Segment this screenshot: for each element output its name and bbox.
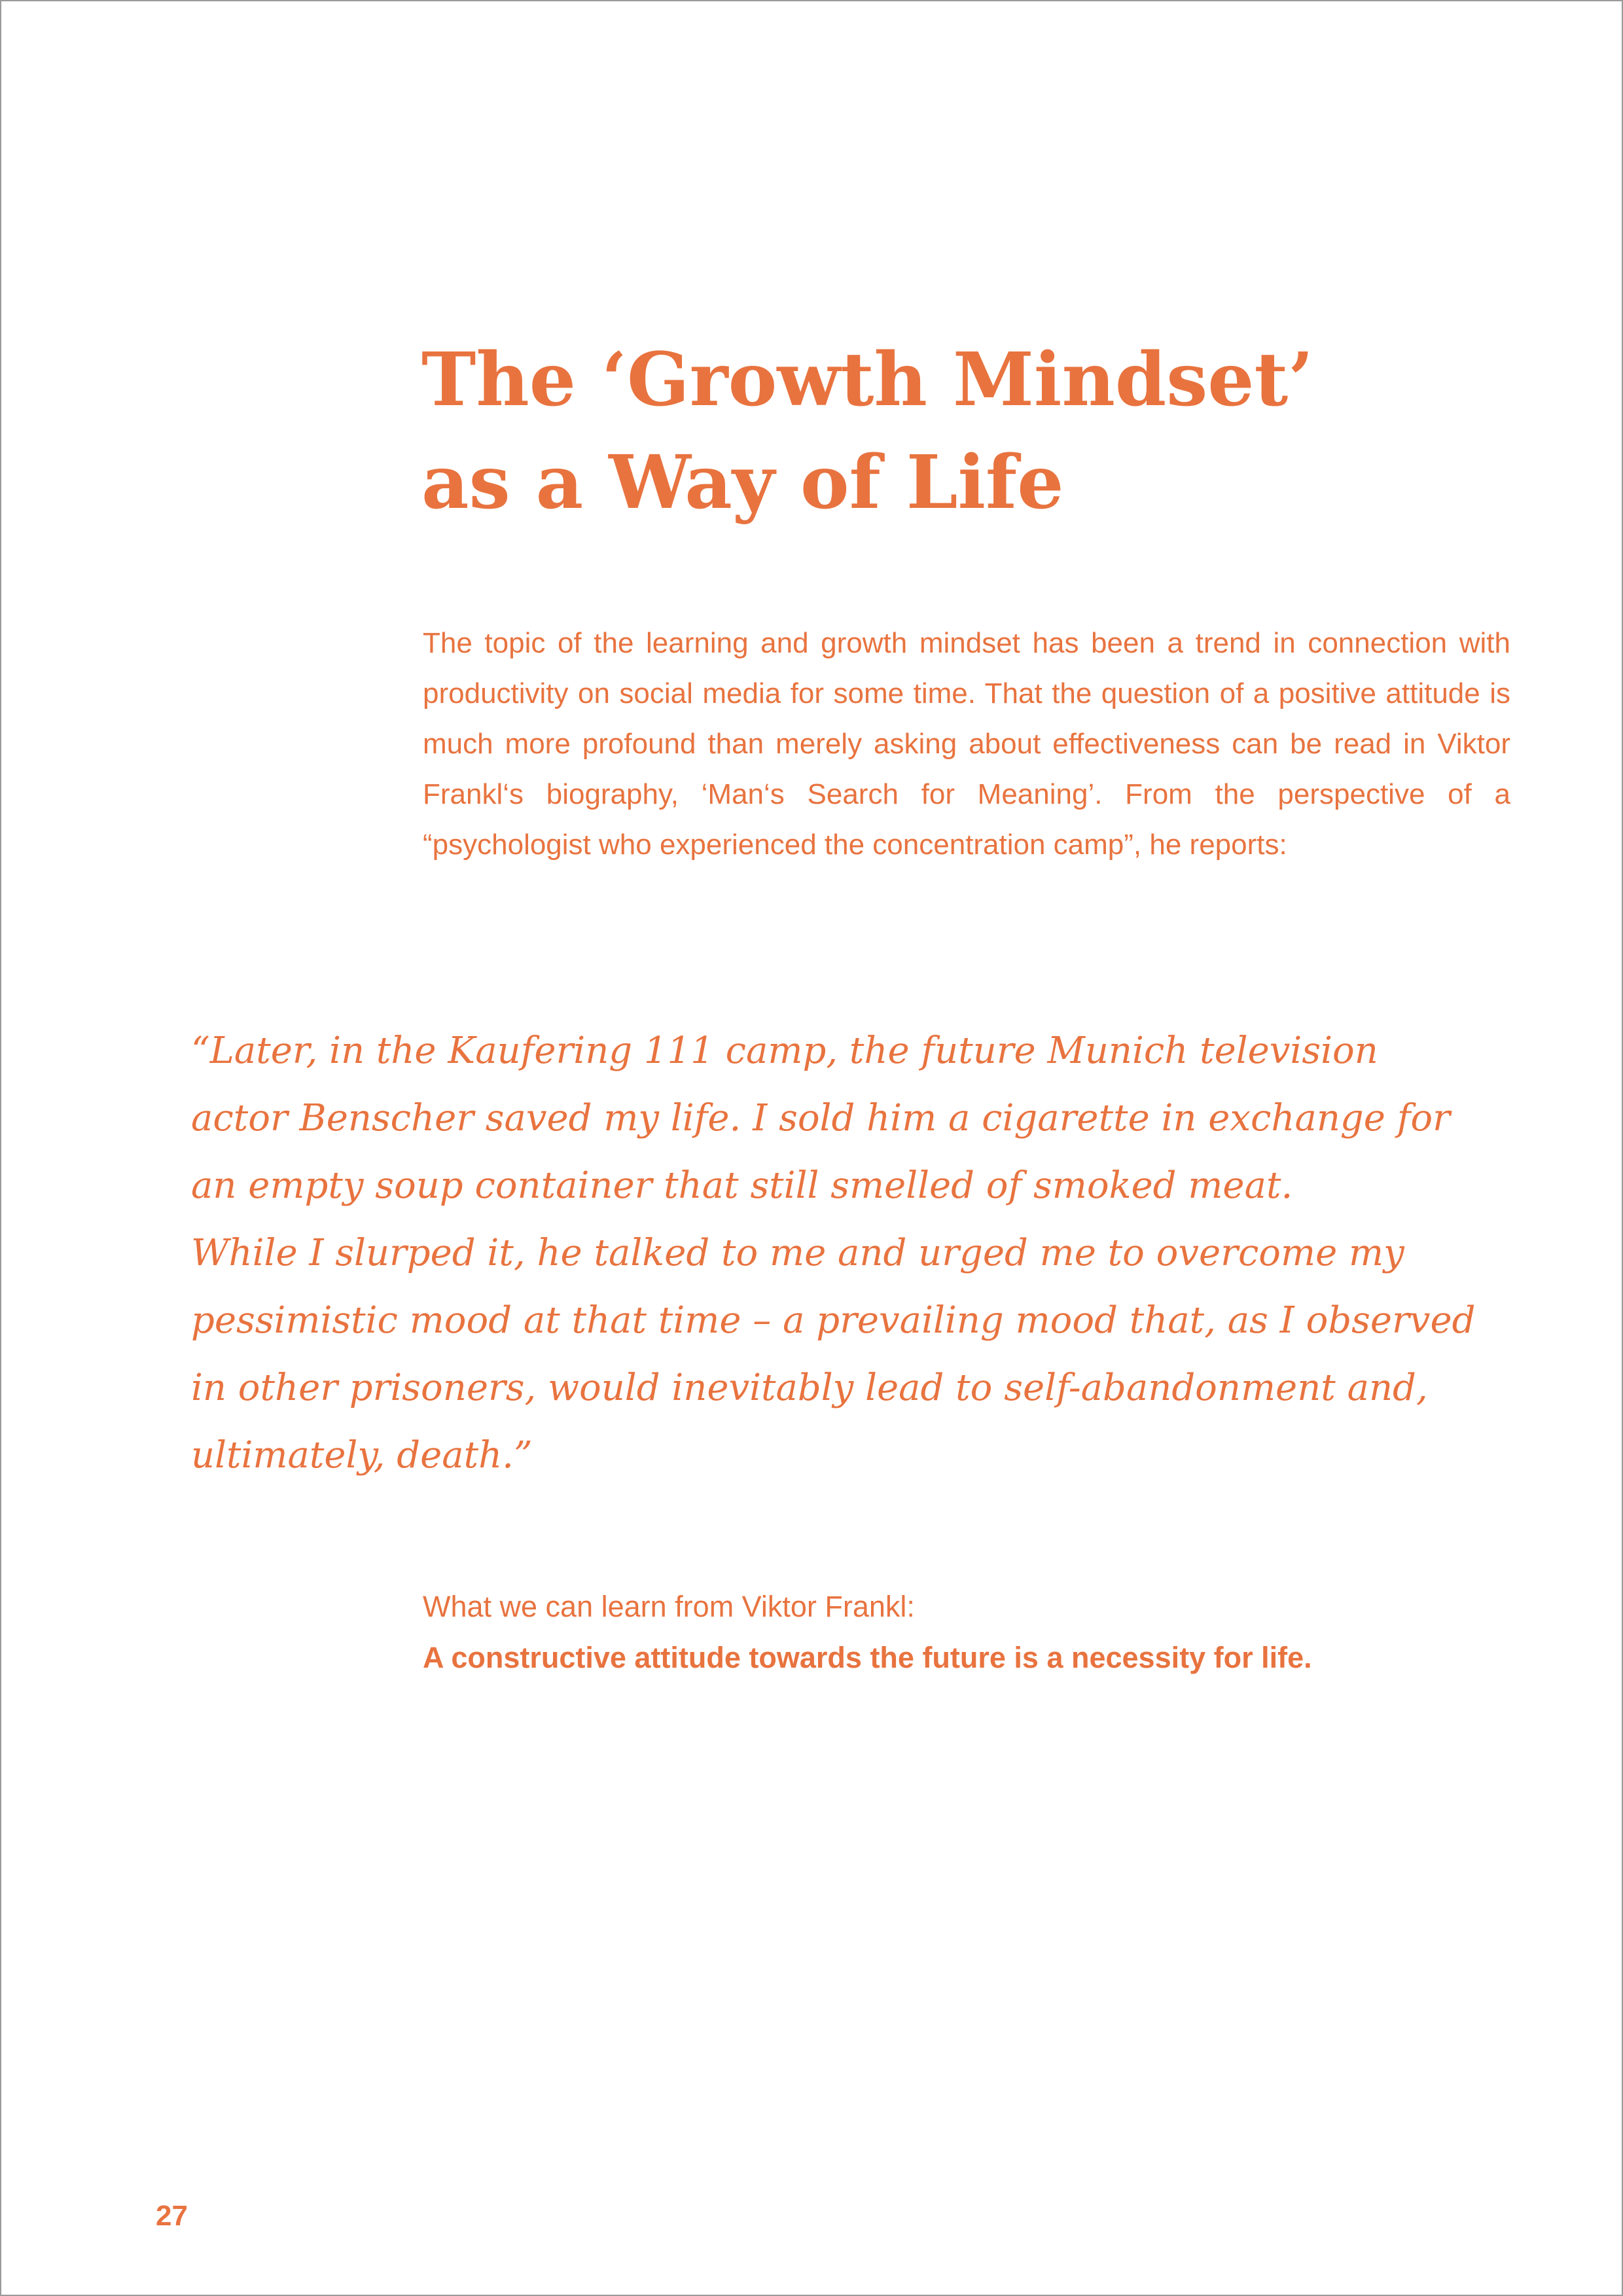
quote-line: ultimately, death.” — [191, 1434, 533, 1477]
title-line-1: The ‘Growth Mindset’ — [421, 337, 1314, 423]
lesson-block — [423, 1581, 1535, 1683]
lesson-takeaway: A constructive attitude towards the future is a necessity for life. — [423, 1641, 1312, 1674]
page-title — [421, 329, 1534, 534]
quote-line: in other prisoners, would inevitably lead to self-abandonment and, — [191, 1367, 1428, 1409]
lesson-intro: What we can learn from Viktor Frankl: — [423, 1590, 915, 1623]
quote-line: pessimistic mood at that time – a prevailing mood that, as I observed — [191, 1299, 1476, 1342]
quote-line: an empty soup container that still smelled of smoked meat. — [191, 1164, 1293, 1207]
quote-line: actor Benscher saved my life. I sold him a cigarette in exchange for — [191, 1097, 1450, 1139]
quote-line: “Later, in the Kaufering 111 camp, the future Munich television — [191, 1030, 1378, 1072]
frankl-quote — [191, 1017, 1533, 1489]
title-line-2: as a Way of Life — [421, 440, 1064, 526]
page-number: 27 — [156, 2200, 188, 2232]
intro-paragraph: The topic of the learning and growth mindset has been a trend in connection with productivity on social media for some time. That the question of a positive attitude is much more profound than merely asking about effectiveness can be read in Viktor Frankl‘s biography, ‘Man‘s Search for Meaning’. From the perspective of a “psychologist who experienced the concentration camp”, he reports: — [423, 627, 1510, 861]
quote-line: While I slurped it, he talked to me and urged me to overcome my — [191, 1232, 1404, 1274]
